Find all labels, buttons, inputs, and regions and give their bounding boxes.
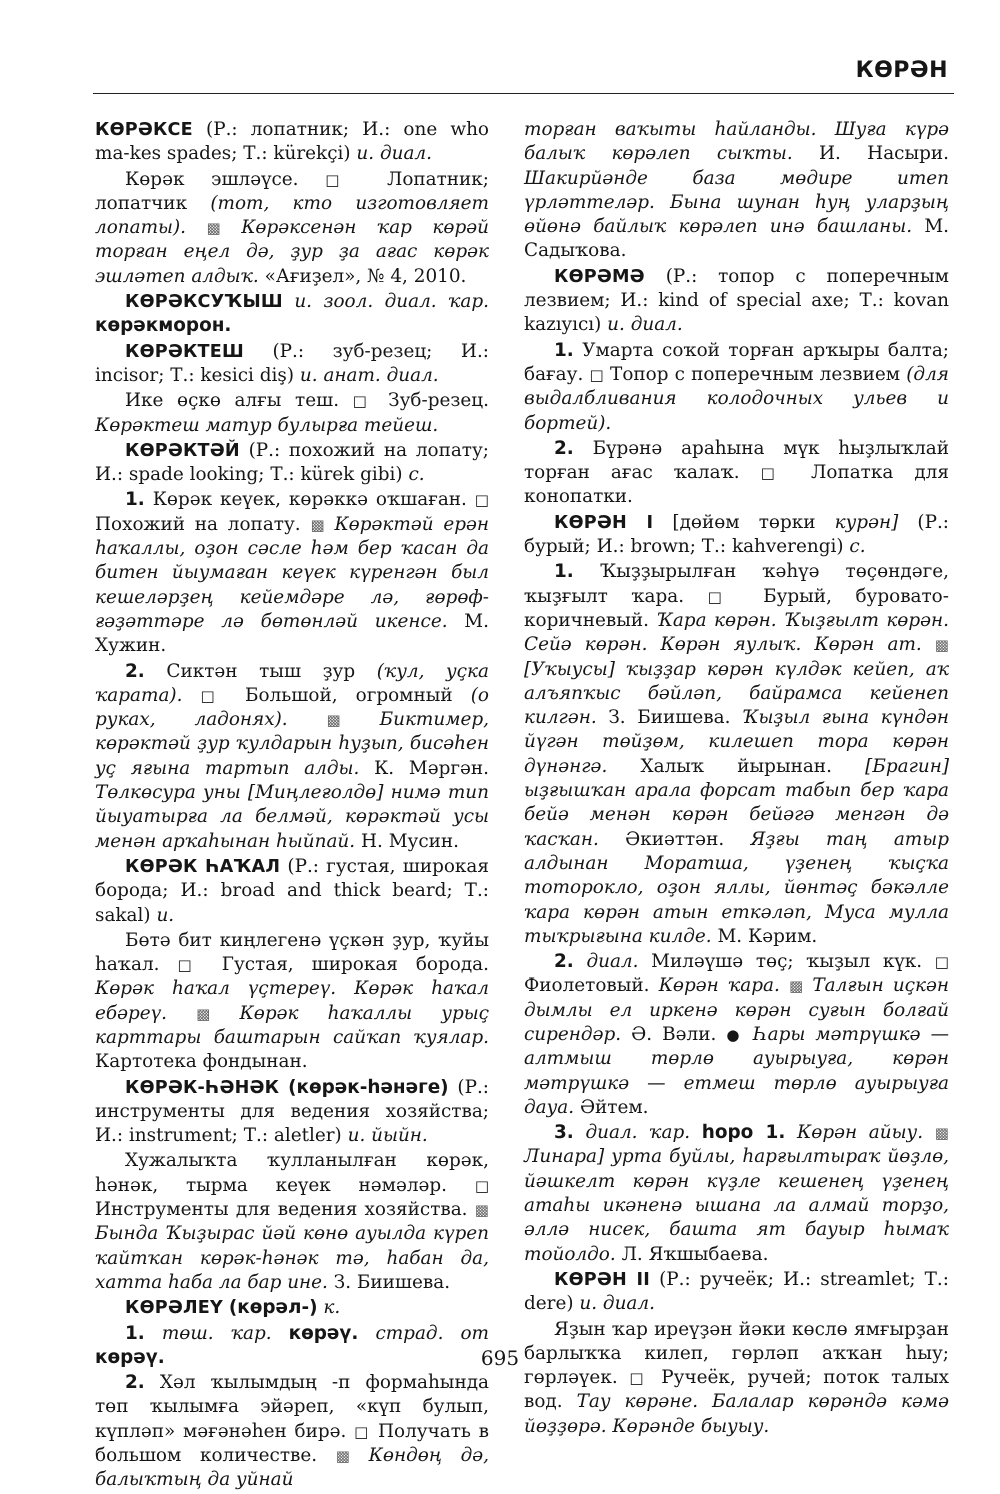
entry-translations: (Р.: густая, широкая борода; И.: broad and thick beard; Т.: sakal): [95, 855, 489, 926]
entry-koraktay: [95, 439, 489, 488]
white-square-icon: □: [629, 1369, 650, 1388]
sense-number: 2.: [554, 437, 574, 459]
source: Әкиәттән.: [625, 828, 725, 850]
entry-korama-sense-1: [524, 339, 949, 436]
example: [Брагин] ыҙғышҡан арала форсат табып бер ҡара бейә менән көрән бейәгә менгән дә ҡасҡан.: [524, 755, 949, 850]
entry-korakteesh: [95, 340, 489, 389]
gloss: Хәл ҡылымдың -п формаһында төп ҡылымға эйәреп, «күп булып, күпләп» мәғәнәһен бирә.: [95, 1372, 489, 1442]
entry-koraksukysh: [95, 290, 489, 339]
example: Көрәк һаҡал үҫтереү. Көрәк һаҡал ебәреү.: [95, 978, 489, 1024]
translation: Похожий на лопату.: [95, 513, 301, 535]
example: Төлкөсура уны [Миңлеғолдө] нимә тип йыуатырға ла белмәй, көрәктәй усы менән арҡаһынан һыйпай.: [95, 782, 489, 852]
entry-korak-hanak: [95, 1076, 489, 1149]
gloss: Бүрәнә араһына мүк һыҙлыҡлай торған ағас ҡалаҡ.: [524, 437, 949, 484]
source: Халыҡ йырынан.: [640, 755, 832, 777]
translation: Ручеёк, ручей; поток талых вод.: [524, 1367, 949, 1413]
headword: КӨРӘКСЕ: [95, 120, 193, 140]
running-head: КӨРӘН: [855, 58, 948, 83]
example: торған ваҡыты һайланды. Шуға күрә балыҡ көрәлеп сыҡты.: [524, 119, 949, 165]
entry-korama-sense-2: [524, 437, 949, 510]
etymology-word: курән]: [834, 511, 899, 533]
grammar-label: төш. ҡар.: [161, 1322, 272, 1344]
gloss: Көрәк кеүек, көрәккә оҡшаған.: [152, 489, 467, 511]
translation: Фиолетовый.: [524, 975, 650, 997]
headword: КӨРӘН I: [554, 512, 654, 533]
cross-reference: һоро 1.: [701, 1122, 786, 1144]
entry-korakse-sense: [95, 168, 489, 289]
source: К. Мәргән.: [374, 757, 489, 779]
source: З. Биишева.: [333, 1271, 451, 1293]
gray-square-icon: ▩: [335, 1447, 350, 1466]
sense-number: 2.: [554, 951, 574, 973]
grammar-label: диал. ҡар.: [585, 1122, 691, 1144]
grammar-label: и. зоол. диал. ҡар.: [294, 291, 489, 313]
example: [Уҡыусы] ҡыҙҙар көрән күлдәк кейеп, аҡ алъяпҡыс бәйләп, байрамса кейенеп килгән.: [524, 658, 949, 729]
gloss: Сиктән тыш ҙур: [166, 660, 356, 682]
source: М. Садыҡова.: [524, 216, 949, 262]
entry-translations: (Р.: похожий на лопату; И.: spade looking; Т.: kürek gibi): [95, 439, 489, 486]
gloss: Ҡыҙҙырылған ҡәһүә төҫөндәге, ҡыҙғылт ҡара.: [524, 561, 949, 607]
entry-koraktay-sense-1: [95, 488, 489, 658]
translation: Инструменты для ведения хозяйства.: [95, 1199, 468, 1221]
headword: КӨРӘН II: [554, 1269, 650, 1290]
entry-korakse: [95, 118, 489, 167]
gray-square-icon: ▩: [206, 219, 221, 238]
headword: КӨРӘЛЕҮ: [125, 1298, 223, 1319]
example: Көрәктеш матур булырға тейеш.: [95, 414, 439, 436]
entry-korak-hakal: [95, 855, 489, 928]
source: М. Кәрим.: [717, 925, 818, 947]
headword: КӨРӘК-ҺӘНӘК: [125, 1077, 280, 1098]
source: И. Насыри.: [819, 143, 949, 165]
source: Л. Яҡшыбаева.: [621, 1243, 769, 1265]
cross-reference: көрәү.: [288, 1322, 359, 1344]
gloss: Көрәк эшләүсе.: [125, 168, 299, 190]
grammar-label: и. йыйн.: [347, 1125, 428, 1147]
gloss: Бөтә бит киңлегенә үҫкән ҙур, ҡуйы һаҡал.: [95, 929, 489, 976]
gray-square-icon: ▩: [934, 636, 949, 655]
grammar-label: диал.: [586, 951, 639, 973]
example: Көрәктәй ерән һаҡаллы, оҙон сәсле һәм бер ҡасан да битен йыумаған кеүек күренгән был кешеләрҙең кейемдәре лә, ғөрөф-ғәҙәттәре лә бөтөнләй икенсе.: [95, 513, 489, 632]
gloss: Ике өҫкө алғы теш.: [125, 390, 340, 412]
page-number: 695: [480, 1346, 520, 1370]
gloss: Миләүшә төҫ; ҡыҙыл күк.: [651, 951, 923, 973]
translation-note: (для выдалбливания колодочных ульев и бортей).: [524, 363, 949, 434]
translation-note: (тот, кто изготовляет лопаты).: [95, 192, 489, 239]
entry-korakteesh-sense: [95, 389, 489, 438]
source: Н. Мусин.: [360, 830, 460, 852]
sense-number: 1.: [554, 339, 574, 361]
headword-form: (көрәк-һәнәге): [288, 1076, 449, 1098]
entry-koran-2-sense: [524, 1318, 949, 1439]
example: Ҡыҙыл ғына күндән йүгән төйҙөм, килешеп тора көрән дүнәнгә.: [524, 707, 949, 777]
cross-reference: көрәкморон.: [95, 315, 232, 337]
source: Картотека фондынан.: [95, 1051, 308, 1073]
sense-number: 1.: [125, 1322, 145, 1344]
sense-number: 2.: [125, 1372, 145, 1394]
white-square-icon: □: [200, 686, 227, 705]
sense-number: 1.: [554, 561, 574, 583]
entry-koran-1-sense-2: [524, 950, 949, 1120]
source: М. Хужин.: [95, 610, 489, 657]
sense-number: 3.: [554, 1122, 574, 1144]
white-square-icon: □: [589, 365, 604, 384]
source: «Ағиҙел», № 4, 2010.: [264, 265, 467, 287]
white-square-icon: □: [934, 953, 949, 972]
white-square-icon: □: [474, 491, 489, 510]
white-square-icon: □: [177, 956, 204, 975]
proverb: Һары мәтрүшкә — алтмыш төрлө ауырыуға, көрән мәтрүшкә — етмеш төрлө ауырыуға дауа.: [524, 1023, 949, 1118]
entry-translations: (Р.: инструменты для ведения хозяйства; И.: instrument; Т.: aletler): [95, 1076, 489, 1147]
white-square-icon: □: [707, 587, 740, 606]
headword: КӨРӘК ҺАҠАЛ: [125, 856, 281, 877]
entry-koraleu-sense-2: [95, 1371, 489, 1492]
example: Яҙғы таң атыр алдынан Моратша, үҙенең ҡыҫҡа тоторокло, оҙон яллы, йөнтәҫ бәкәлле ҡара көрән атын еткәләп, Муса мулла тыҡрығына килде.: [524, 828, 949, 947]
example: Көндөң дә, балыҡтың да уйнай: [95, 1445, 489, 1491]
entry-koran-1-sense-3: [524, 1121, 949, 1267]
white-square-icon: □: [325, 170, 361, 189]
translation: Густая, широкая борода.: [221, 954, 489, 976]
entry-koran-1: [524, 511, 949, 560]
gloss: Хужалыҡта ҡулланылған көрәк, һәнәк, тырма кеүек нәмәләр.: [95, 1150, 489, 1196]
translation: Топор с поперечным лезвием: [610, 363, 901, 385]
translation: Лопатка для конопатки.: [524, 462, 949, 508]
example: Талғын иҫкән дымлы ел иркенә көрән суғын болғай сирендәр.: [524, 975, 949, 1045]
header-rule: [93, 93, 954, 94]
translation: Бурый, буровато-коричневый.: [524, 585, 949, 631]
grammar-label: с.: [408, 464, 425, 486]
entry-koran-1-sense-1: [524, 560, 949, 949]
example: Шакирйәнде база мөдире итеп үрләттеләр. Бына шунан һуң уларҙың өйөнә байлыҡ көрәлеп инә башланы.: [524, 167, 949, 238]
continued-example: [524, 118, 949, 264]
entry-koran-2: [524, 1268, 949, 1317]
translation: Зуб-резец.: [388, 390, 489, 412]
entry-koraktay-sense-2: [95, 660, 489, 854]
example: Көрәксенән ҡар көрәй торған еңел дә, ҙур ҙа ағас көрәк эшләтеп алдыҡ.: [95, 217, 489, 287]
grammar-label: страд. от: [375, 1322, 489, 1344]
translation: Большой, огромный: [245, 684, 453, 706]
white-square-icon: □: [354, 1422, 371, 1441]
bullet-icon: ●: [726, 1025, 744, 1044]
source: Ә. Вәли.: [631, 1023, 717, 1045]
grammar-label: и. диал.: [607, 314, 683, 336]
headword: КӨРӘКТЕШ: [125, 341, 244, 362]
headword: КӨРӘМӘ: [554, 266, 645, 287]
left-column: [95, 118, 489, 1494]
example: Ҡара көрән. Ҡыҙғылт көрән. Сейә көрән. Көрән яулыҡ. Көрән ат.: [524, 609, 949, 656]
gloss-note: (ҡул, уҫка ҡарата).: [95, 660, 489, 706]
example: Көрән айыу.: [797, 1122, 924, 1144]
source: З. Биишева.: [608, 707, 731, 729]
headword: КӨРӘКСУҠЫШ: [125, 292, 283, 313]
translation: Лопатник; лопатчик: [95, 168, 489, 214]
source: Әйтем.: [579, 1096, 649, 1118]
entry-translations: (Р.: ручеёк; И.: streamlet; Т.: dere): [524, 1268, 949, 1315]
example: Линара] урта буйлы, һарғылтыраҡ йөҙлө, йәшкелт көрән күҙле кешенең үҙенең атаһы икәненә ышана ла алмай торҙо, әллә нисек, башта ят бауыр һымаҡ тойолдо.: [524, 1146, 949, 1265]
grammar-label: и. диал.: [579, 1293, 655, 1315]
example: Тау көрәне. Балалар көрәндә кәмә йөҙҙөрә. Көрәнде быуыу.: [524, 1391, 949, 1437]
white-square-icon: □: [352, 392, 375, 411]
gray-square-icon: ▩: [934, 1124, 949, 1143]
gray-square-icon: ▩: [310, 515, 325, 534]
cross-reference: көрәү.: [95, 1346, 165, 1368]
entry-korak-hanak-sense: [95, 1149, 489, 1295]
gray-square-icon: ▩: [474, 1201, 489, 1220]
entry-korama: [524, 265, 949, 338]
right-column: [524, 118, 949, 1440]
sense-number: 2.: [125, 660, 145, 682]
gray-square-icon: ▩: [326, 711, 341, 730]
etymology: [дөйөм төрки: [672, 511, 816, 533]
translation-note: (о руках, ладонях).: [95, 684, 489, 731]
entry-koraleu: [95, 1296, 489, 1320]
example: Көрәк һаҡаллы урыҫ карттары баштарын сайҡап ҡуялар.: [95, 1002, 489, 1048]
entry-translations: (Р.: бурый; И.: brown; Т.: kahverengi): [524, 511, 949, 558]
entry-translations: (Р.: топор с поперечным лезвием; И.: kind of special axe; Т.: kovan kazıyıcı): [524, 265, 949, 336]
entry-translations: (Р.: лопатник; И.: one who ma-kes spades; Т.: kürekçi): [95, 119, 489, 165]
entry-korak-hakal-sense: [95, 929, 489, 1075]
sense-number: 1.: [125, 489, 145, 511]
grammar-label: к.: [323, 1297, 341, 1319]
example: Бында Ҡыҙырас йәй көнө ауылда күреп ҡайтҡан көрәк-һәнәк тә, һабан да, хатта һаба ла бар ине.: [95, 1223, 489, 1293]
example: Көрән ҡара.: [658, 975, 780, 997]
grammar-label: и. анат. диал.: [299, 364, 439, 386]
white-square-icon: □: [760, 464, 790, 483]
headword: КӨРӘКТӘЙ: [125, 440, 240, 461]
headword-form: (көрәл-): [228, 1297, 318, 1319]
entry-translations: (Р.: зуб-резец; И.: incisor; Т.: kesici diş): [95, 340, 489, 386]
example: Биктимер, көрәктәй ҙур ҡулдарын һуҙып, бисәһен уҫ яғына тартып алды.: [95, 709, 489, 779]
translation: Получать в большом количестве.: [95, 1420, 489, 1467]
white-square-icon: □: [474, 1176, 489, 1195]
grammar-label: с.: [849, 536, 866, 558]
gray-square-icon: ▩: [789, 977, 804, 996]
gray-square-icon: ▩: [196, 1004, 211, 1023]
grammar-label: и. диал.: [356, 143, 432, 165]
grammar-label: и.: [156, 904, 175, 926]
gloss: Яҙын ҡар иреүҙән йәки көслө ямғырҙан барлыҡҡа килеп, гөрләп аҡҡан һыу; гөрләүек.: [524, 1318, 949, 1389]
gloss: Умарта соҡой торған арҡыры балта; бағау.: [524, 339, 949, 385]
